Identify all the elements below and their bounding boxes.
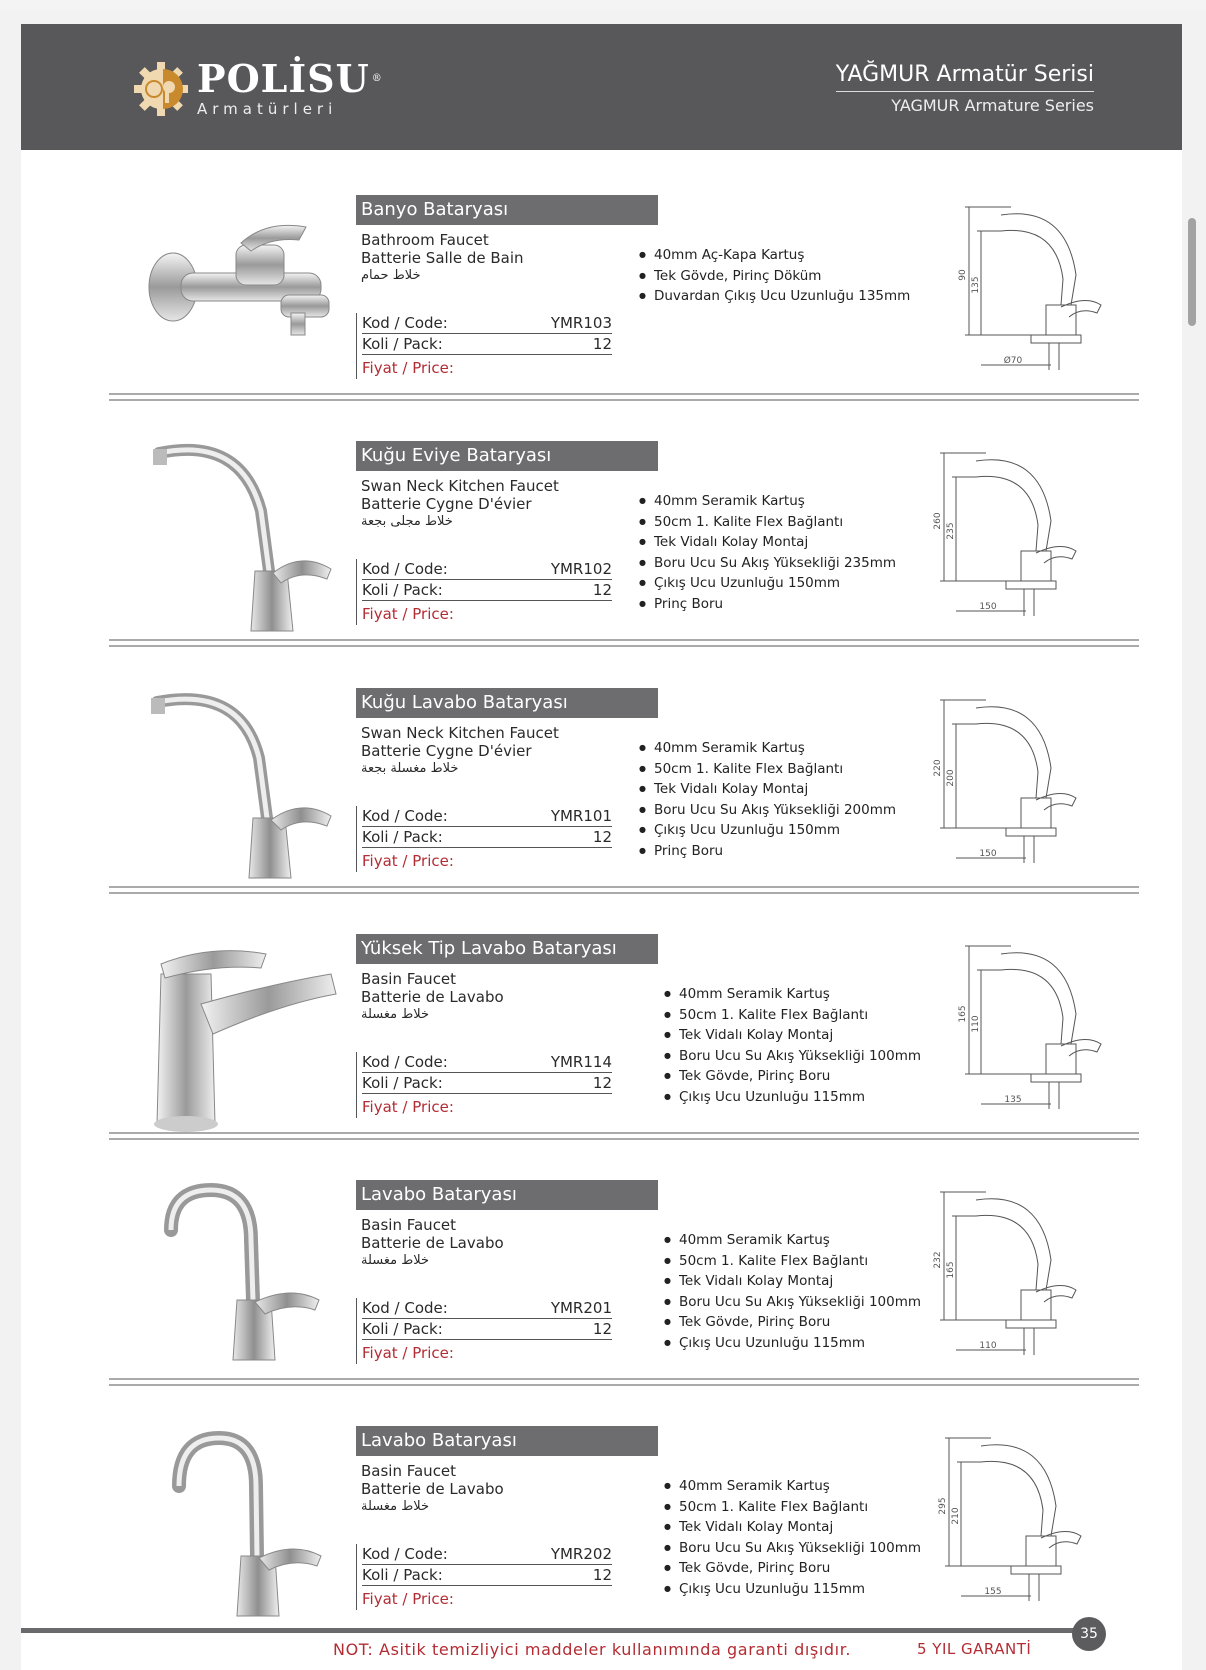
product-name-ar: خلاط مغسلة <box>361 1499 430 1514</box>
code-value: YMR101 <box>550 807 612 825</box>
product-name-fr: Batterie Salle de Bain <box>361 249 524 267</box>
code-value: YMR202 <box>550 1545 612 1563</box>
spec-item: ● Çıkış Ucu Uzunluğu 115mm <box>664 1333 921 1354</box>
spec-list <box>639 245 910 307</box>
product-name-ar: خلاط مغسلة <box>361 1007 430 1022</box>
spec-list <box>664 1476 921 1600</box>
product-info-table <box>356 559 612 625</box>
code-label: Kod / Code: <box>362 314 448 332</box>
product-title: Banyo Bataryası <box>356 195 658 225</box>
product-name-fr: Batterie Cygne D'évier <box>361 742 532 760</box>
spec-item: ● Tek Gövde, Pirinç Boru <box>664 1312 921 1333</box>
technical-drawing-icon <box>951 934 1111 1124</box>
code-value: YMR201 <box>550 1299 612 1317</box>
series-title <box>836 62 1094 115</box>
product-name-en: Basin Faucet <box>361 1216 457 1234</box>
spec-item: ● Boru Ucu Su Akış Yüksekliği 100mm <box>664 1538 921 1559</box>
product-title: Lavabo Bataryası <box>356 1426 658 1456</box>
spec-item: ● 50cm 1. Kalite Flex Bağlantı <box>639 759 896 780</box>
code-value: YMR114 <box>550 1053 612 1071</box>
spec-item: ● 40mm Seramik Kartuş <box>639 491 896 512</box>
product-photo <box>131 195 361 395</box>
dim-a: 220 <box>933 759 943 777</box>
spec-item: ● Çıkış Ucu Uzunluğu 150mm <box>639 573 896 594</box>
product-title: Kuğu Eviye Bataryası <box>356 441 658 471</box>
dim-a: 90 <box>958 269 968 281</box>
product-name-fr: Batterie de Lavabo <box>361 1480 504 1498</box>
brand-name: POLİSU <box>197 56 370 101</box>
code-row <box>362 1298 612 1319</box>
dim-b: 165 <box>946 1261 956 1279</box>
product-name-fr: Batterie de Lavabo <box>361 988 504 1006</box>
dim-b: 200 <box>946 769 956 787</box>
catalog-page <box>21 24 1182 1670</box>
dim-c: 155 <box>984 1587 1002 1597</box>
pack-row <box>362 827 612 848</box>
row-separator <box>109 886 1139 894</box>
code-value: YMR102 <box>550 560 612 578</box>
code-label: Kod / Code: <box>362 1299 448 1317</box>
code-row <box>362 1544 612 1565</box>
dim-a: 165 <box>958 1005 968 1023</box>
product-name-en: Swan Neck Kitchen Faucet <box>361 724 559 742</box>
spec-item: ● 50cm 1. Kalite Flex Bağlantı <box>639 512 896 533</box>
spec-item: ● Prinç Boru <box>639 594 896 615</box>
product-name-ar: خلاط مجلى بجعة <box>361 514 453 529</box>
product-photo <box>131 1426 361 1626</box>
code-label: Kod / Code: <box>362 1053 448 1071</box>
spec-item: ● Tek Gövde, Pirinç Boru <box>664 1558 921 1579</box>
product-title: Kuğu Lavabo Bataryası <box>356 688 658 718</box>
dim-c: 135 <box>1004 1095 1022 1105</box>
code-row <box>362 559 612 580</box>
dim-a: 232 <box>933 1251 943 1269</box>
code-label: Kod / Code: <box>362 807 448 825</box>
product-names <box>361 231 524 285</box>
spec-item: ● 40mm Seramik Kartuş <box>639 738 896 759</box>
polisu-logo <box>133 56 383 118</box>
product-info-table <box>356 313 612 379</box>
product-names <box>361 1216 504 1270</box>
dim-b: 135 <box>971 276 981 294</box>
pack-row <box>362 1319 612 1340</box>
technical-drawing-icon <box>926 1180 1086 1370</box>
warranty-note: NOT: Asitik temizliyici maddeler kullanımında garanti dışıdır. <box>333 1640 852 1659</box>
page-number-badge: 35 <box>1072 1617 1106 1651</box>
pack-value: 12 <box>592 581 612 599</box>
spec-item: ● 40mm Seramik Kartuş <box>664 1230 921 1251</box>
registered-mark: ® <box>371 73 383 84</box>
row-separator <box>109 393 1139 401</box>
product-photo <box>131 441 361 641</box>
code-row <box>362 1052 612 1073</box>
product-names <box>361 477 559 531</box>
price-label: Fiyat / Price: <box>362 1590 454 1608</box>
pack-label: Koli / Pack: <box>362 828 443 846</box>
technical-drawing-icon <box>926 688 1086 878</box>
code-label: Kod / Code: <box>362 1545 448 1563</box>
series-title-tr: YAĞMUR Armatür Serisi <box>836 62 1094 92</box>
row-separator <box>109 1132 1139 1140</box>
product-names <box>361 724 559 778</box>
pack-label: Koli / Pack: <box>362 335 443 353</box>
dim-c: Ø70 <box>1003 356 1023 366</box>
spec-item: ● Boru Ucu Su Akış Yüksekliği 200mm <box>639 800 896 821</box>
product-title: Lavabo Bataryası <box>356 1180 658 1210</box>
gear-logo-icon <box>133 61 189 117</box>
product-info-table <box>356 1544 612 1610</box>
spec-item: ● Tek Vidalı Kolay Montaj <box>639 779 896 800</box>
spec-item: ● 50cm 1. Kalite Flex Bağlantı <box>664 1251 921 1272</box>
spec-list <box>639 738 896 862</box>
vertical-scrollbar[interactable] <box>1188 218 1196 326</box>
product-names <box>361 970 504 1024</box>
price-label: Fiyat / Price: <box>362 605 454 623</box>
pack-value: 12 <box>592 1566 612 1584</box>
price-label: Fiyat / Price: <box>362 852 454 870</box>
product-name-fr: Batterie Cygne D'évier <box>361 495 532 513</box>
spec-item: ● 40mm Seramik Kartuş <box>664 1476 921 1497</box>
code-label: Kod / Code: <box>362 560 448 578</box>
product-photo <box>131 1180 361 1380</box>
pack-label: Koli / Pack: <box>362 1074 443 1092</box>
brand-subtitle: Armatürleri <box>197 100 338 118</box>
pack-row <box>362 580 612 601</box>
product-info-table <box>356 1052 612 1118</box>
spec-item: ● Tek Vidalı Kolay Montaj <box>664 1271 921 1292</box>
spec-item: ● Boru Ucu Su Akış Yüksekliği 100mm <box>664 1292 921 1313</box>
dim-a: 260 <box>933 512 943 530</box>
technical-drawing-icon <box>931 1426 1091 1616</box>
spec-item: ● Tek Vidalı Kolay Montaj <box>664 1517 921 1538</box>
price-label: Fiyat / Price: <box>362 1098 454 1116</box>
spec-item: ● Boru Ucu Su Akış Yüksekliği 235mm <box>639 553 896 574</box>
spec-item: ● Boru Ucu Su Akış Yüksekliği 100mm <box>664 1046 921 1067</box>
series-title-en: YAGMUR Armature Series <box>891 96 1094 115</box>
pack-row <box>362 1073 612 1094</box>
technical-drawing-icon <box>951 195 1111 385</box>
spec-item: ● Çıkış Ucu Uzunluğu 150mm <box>639 820 896 841</box>
pack-value: 12 <box>592 335 612 353</box>
dim-b: 235 <box>946 522 956 540</box>
pack-label: Koli / Pack: <box>362 1566 443 1584</box>
footer-bar <box>21 1628 1081 1633</box>
warranty-label: 5 YIL GARANTİ <box>917 1640 1032 1658</box>
product-info-table <box>356 806 612 872</box>
pack-row <box>362 334 612 355</box>
product-info-table <box>356 1298 612 1364</box>
spec-list <box>639 491 896 615</box>
spec-item: ● 40mm Seramik Kartuş <box>664 984 921 1005</box>
spec-item: ● 40mm Aç-Kapa Kartuş <box>639 245 910 266</box>
spec-item: ● Tek Vidalı Kolay Montaj <box>639 532 896 553</box>
pack-label: Koli / Pack: <box>362 1320 443 1338</box>
pack-value: 12 <box>592 1320 612 1338</box>
dim-b: 210 <box>951 1507 961 1525</box>
product-photo <box>131 934 361 1134</box>
product-name-en: Basin Faucet <box>361 970 457 988</box>
pack-value: 12 <box>592 828 612 846</box>
viewer-top-strip <box>0 0 1206 10</box>
pack-row <box>362 1565 612 1586</box>
spec-item: ● Prinç Boru <box>639 841 896 862</box>
spec-item: ● Tek Gövde, Pirinç Boru <box>664 1066 921 1087</box>
pack-value: 12 <box>592 1074 612 1092</box>
dim-c: 110 <box>979 1341 997 1351</box>
price-label: Fiyat / Price: <box>362 359 454 377</box>
code-value: YMR103 <box>550 314 612 332</box>
spec-item: ● Tek Vidalı Kolay Montaj <box>664 1025 921 1046</box>
product-name-ar: خلاط مغسلة <box>361 1253 430 1268</box>
product-name-en: Basin Faucet <box>361 1462 457 1480</box>
spec-list <box>664 984 921 1108</box>
product-name-ar: خلاط حمام <box>361 268 421 283</box>
technical-drawing-icon <box>926 441 1086 631</box>
product-name-en: Bathroom Faucet <box>361 231 489 249</box>
spec-item: ● Çıkış Ucu Uzunluğu 115mm <box>664 1579 921 1600</box>
spec-item: ● Duvardan Çıkış Ucu Uzunluğu 135mm <box>639 286 910 307</box>
dim-b: 110 <box>971 1015 981 1033</box>
page-header <box>21 24 1182 150</box>
product-photo <box>131 688 361 888</box>
spec-list <box>664 1230 921 1354</box>
product-name-fr: Batterie de Lavabo <box>361 1234 504 1252</box>
product-title: Yüksek Tip Lavabo Bataryası <box>356 934 658 964</box>
row-separator <box>109 639 1139 647</box>
price-label: Fiyat / Price: <box>362 1344 454 1362</box>
product-name-en: Swan Neck Kitchen Faucet <box>361 477 559 495</box>
code-row <box>362 313 612 334</box>
spec-item: ● 50cm 1. Kalite Flex Bağlantı <box>664 1005 921 1026</box>
pack-label: Koli / Pack: <box>362 581 443 599</box>
row-separator <box>109 1378 1139 1386</box>
spec-item: ● 50cm 1. Kalite Flex Bağlantı <box>664 1497 921 1518</box>
code-row <box>362 806 612 827</box>
dim-c: 150 <box>979 602 997 612</box>
spec-item: ● Çıkış Ucu Uzunluğu 115mm <box>664 1087 921 1108</box>
dim-a: 295 <box>938 1497 948 1515</box>
product-names <box>361 1462 504 1516</box>
spec-item: ● Tek Gövde, Pirinç Döküm <box>639 266 910 287</box>
product-name-ar: خلاط مغسلة بجعة <box>361 761 459 776</box>
dim-c: 150 <box>979 849 997 859</box>
